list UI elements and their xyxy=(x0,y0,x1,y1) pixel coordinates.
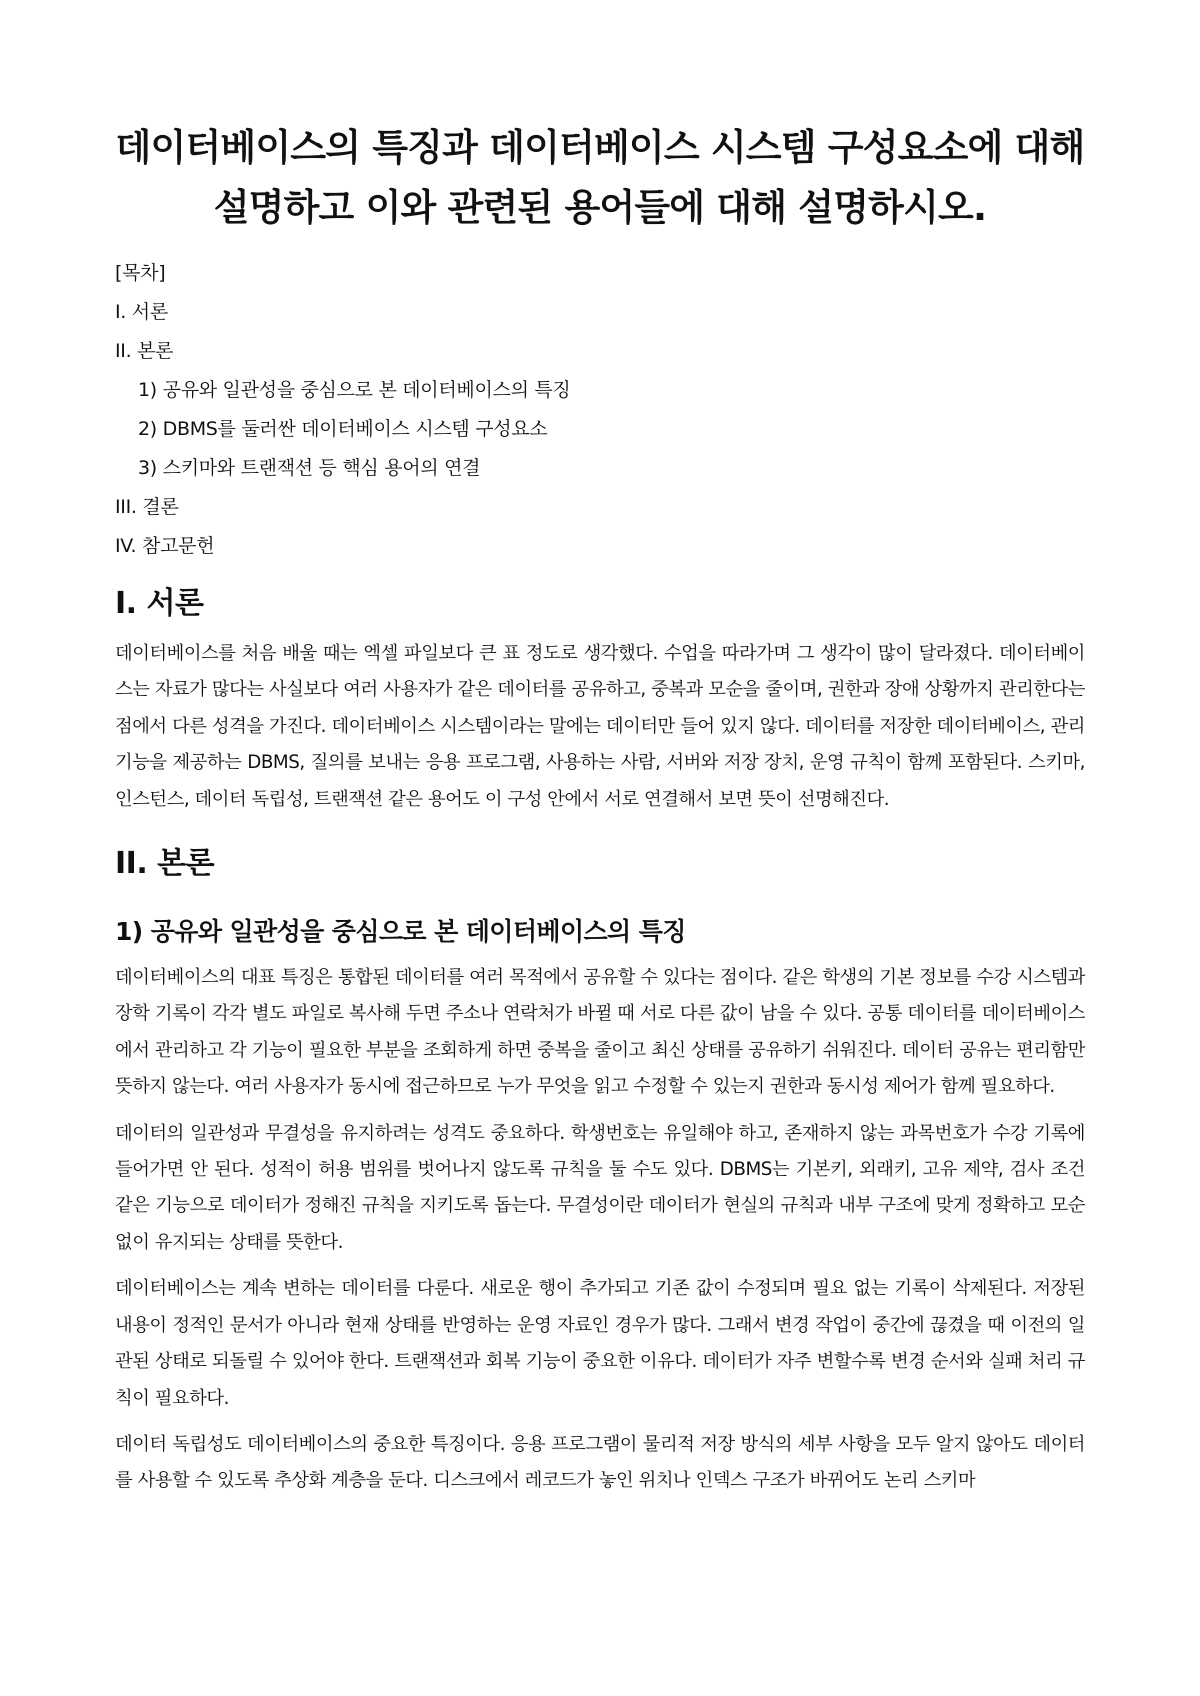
paragraph: 데이터베이스를 처음 배울 때는 엑셀 파일보다 큰 표 정도로 생각했다. 수업을 따라가며 그 생각이 많이 달라졌다. 데이터베이스는 자료가 많다는 사실보다 여러 사용자가 같은 데이터를 공유하고, 중복과 모순을 줄이며, 권한과 장애 상황까지 관리한다는 점에서 다른 성격을 가진다. 데이터베이스 시스템이라는 말에는 데이터만 들어 있지 않다. 데이터를 저장한 데이터베이스, 관리 기능을 제공하는 DBMS, 질의를 보내는 응용 프로그램, 사용하는 사람, 서버와 저장 장치, 운영 규칙이 함께 포함된다. 스키마, 인스턴스, 데이터 독립성, 트랜잭션 같은 용어도 이 구성 안에서 서로 연결해서 보면 뜻이 선명해진다. xyxy=(115,643,1085,810)
paragraph: 데이터 독립성도 데이터베이스의 중요한 특징이다. 응용 프로그램이 물리적 저장 방식의 세부 사항을 모두 알지 않아도 데이터를 사용할 수 있도록 추상화 계층을 둔다. 디스크에서 레코드가 놓인 위치나 인덱스 구조가 바뀌어도 논리 스키마 xyxy=(115,1433,1085,1492)
toc-label: [목차] xyxy=(115,262,166,284)
toc-subitem: 3) 스키마와 트랜잭션 등 핵심 용어의 연결 xyxy=(138,457,481,479)
toc-item: II. 본론 xyxy=(115,340,174,362)
document-title: 데이터베이스의 특징과 데이터베이스 시스템 구성요소에 대해 설명하고 이와 관련된 용어들에 대해 설명하시오. xyxy=(115,126,1085,229)
toc-subitem: 1) 공유와 일관성을 중심으로 본 데이터베이스의 특징 xyxy=(138,379,571,401)
subsection-heading: 1) 공유와 일관성을 중심으로 본 데이터베이스의 특징 xyxy=(115,917,686,947)
toc-subitem: 2) DBMS를 둘러싼 데이터베이스 시스템 구성요소 xyxy=(138,418,548,440)
document-page xyxy=(115,118,1085,1510)
toc-item: III. 결론 xyxy=(115,496,179,518)
paragraph: 데이터의 일관성과 무결성을 유지하려는 성격도 중요하다. 학생번호는 유일해야 하고, 존재하지 않는 과목번호가 수강 기록에 들어가면 안 된다. 성적이 허용 범위를 벗어나지 않도록 규칙을 둘 수도 있다. DBMS는 기본키, 외래키, 고유 제약, 검사 조건 같은 기능으로 데이터가 정해진 규칙을 지키도록 돕는다. 무결성이란 데이터가 현실의 규칙과 내부 구조에 맞게 정확하고 모순 없이 유지되는 상태를 뜻한다. xyxy=(115,1122,1085,1253)
paragraph: 데이터베이스는 계속 변하는 데이터를 다룬다. 새로운 행이 추가되고 기존 값이 수정되며 필요 없는 기록이 삭제된다. 저장된 내용이 정적인 문서가 아니라 현재 상태를 반영하는 운영 자료인 경우가 많다. 그래서 변경 작업이 중간에 끊겼을 때 이전의 일관된 상태로 되돌릴 수 있어야 한다. 트랜잭션과 회복 기능이 중요한 이유다. 데이터가 자주 변할수록 변경 순서와 실패 처리 규칙이 필요하다. xyxy=(115,1278,1085,1409)
table-of-contents xyxy=(115,254,1085,566)
paragraph: 데이터베이스의 대표 특징은 통합된 데이터를 여러 목적에서 공유할 수 있다는 점이다. 같은 학생의 기본 정보를 수강 시스템과 장학 기록이 각각 별도 파일로 복사해 두면 주소나 연락처가 바뀔 때 서로 다른 값이 남을 수 있다. 공통 데이터를 데이터베이스에서 관리하고 각 기능이 필요한 부분을 조회하게 하면 중복을 줄이고 최신 상태를 공유하기 쉬워진다. 데이터 공유는 편리함만 뜻하지 않는다. 여러 사용자가 동시에 접근하므로 누가 무엇을 읽고 수정할 수 있는지 권한과 동시성 제어가 함께 필요하다. xyxy=(115,967,1085,1098)
section-heading-body: II. 본론 xyxy=(115,846,215,882)
toc-item: IV. 참고문헌 xyxy=(115,535,215,557)
toc-item: I. 서론 xyxy=(115,301,168,323)
section-heading-introduction: I. 서론 xyxy=(115,586,204,621)
